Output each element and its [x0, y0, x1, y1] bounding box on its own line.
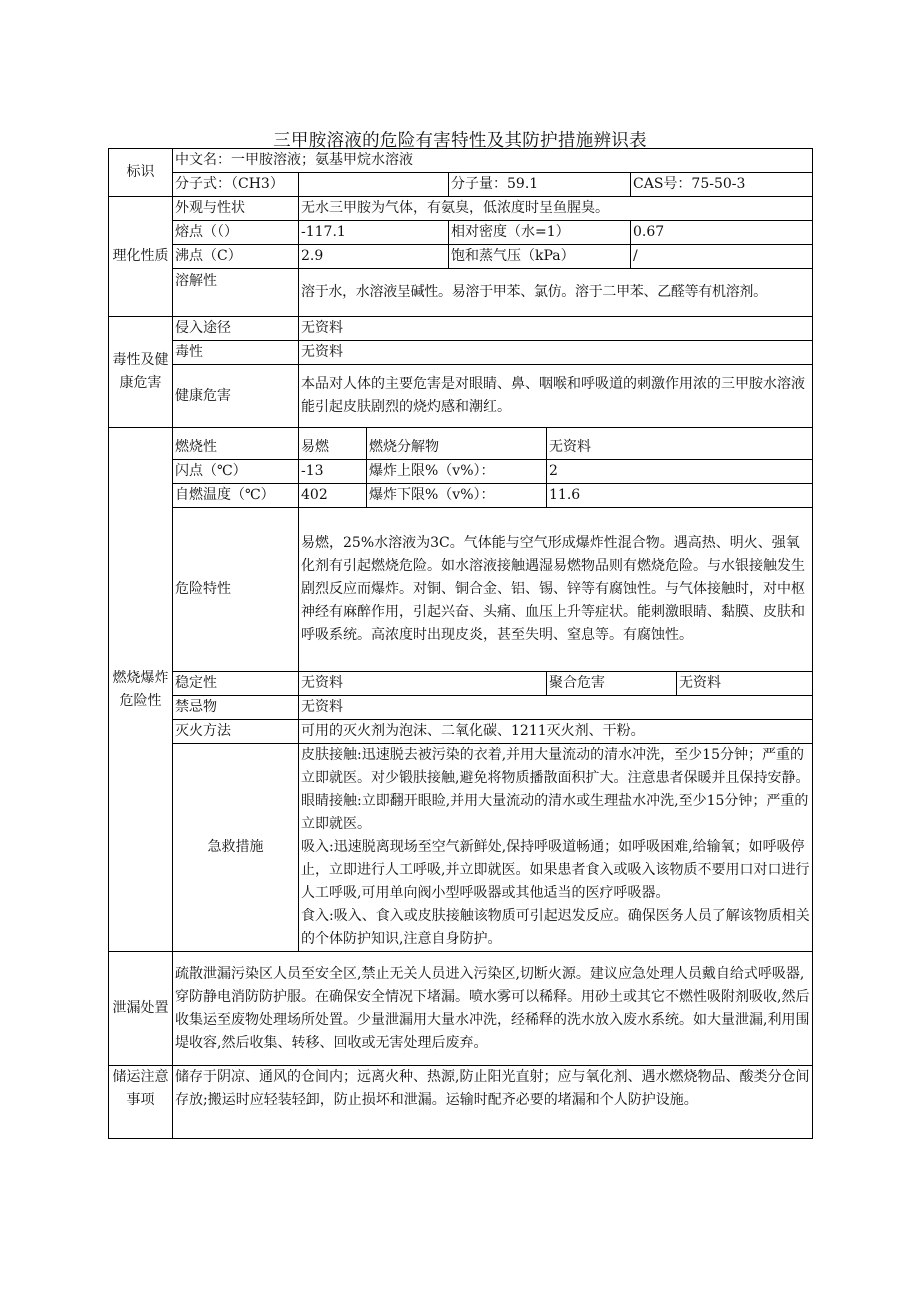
route-label: 侵入途径	[173, 317, 299, 341]
molecular-weight: 分子量：59.1	[449, 173, 631, 197]
extinguish-label: 灭火方法	[173, 720, 299, 744]
chinese-name: 中文名：一甲胺溶液；氨基甲烷水溶液	[173, 149, 813, 173]
formula: 分子式：（CH3）	[173, 173, 299, 197]
vapor-pressure-value: /	[631, 245, 813, 269]
section-label-first-aid: 急救措施	[173, 744, 299, 952]
appearance-value: 无水三甲胺为气体，有氨臭，低浓度时呈鱼腥臭。	[299, 197, 813, 221]
appearance-label: 外观与性状	[173, 197, 299, 221]
page-title: 三甲胺溶液的危险有害特性及其防护措施辨识表	[273, 131, 647, 151]
incompatible-value: 无资料	[299, 696, 813, 720]
section-label-toxicity: 毒性及健康危害	[109, 317, 173, 428]
stability-value: 无资料	[299, 672, 547, 696]
first-aid-ingest: 食入:吸入、食入或皮肤接触该物质可引起迟发反应。确保医务人员了解该物质相关的个体防护知识,注意自身防护。	[301, 908, 810, 947]
section-label-fire: 燃烧爆炸危险性	[109, 428, 173, 952]
lower-explosive-label: 爆炸下限%（v%）：	[367, 484, 547, 508]
lower-explosive-value: 11.6	[547, 484, 813, 508]
solubility-value: 溶于水，水溶液呈碱性。易溶于甲苯、氯仿。溶于二甲苯、乙醛等有机溶剂。	[299, 269, 813, 317]
flammability-label: 燃烧性	[173, 428, 299, 460]
toxicity-label: 毒性	[173, 341, 299, 365]
route-value: 无资料	[299, 317, 813, 341]
storage-value: 储存于阴凉、通风的仓间内；远离火种、热源,防止阳光直射；应与氧化剂、遇水燃烧物品、酸类分仓间存放;搬运时应轻装轻卸，防止损坏和泄漏。运输时配齐必要的堵漏和个人防护设施。	[173, 1066, 813, 1139]
polymerization-value: 无资料	[677, 672, 813, 696]
flammability-value: 易燃	[299, 428, 367, 460]
first-aid-content	[299, 744, 813, 952]
extinguish-value: 可用的灭火剂为泡沫、二氧化碳、1211灭火剂、干粉。	[299, 720, 813, 744]
melting-point-label: 熔点（（）	[173, 221, 299, 245]
boiling-point-value: 2.9	[299, 245, 449, 269]
toxicity-value: 无资料	[299, 341, 813, 365]
decomposition-value: 无资料	[547, 428, 813, 460]
section-label-storage: 储运注意事项	[109, 1066, 173, 1139]
boiling-point-label: 沸点（C）	[173, 245, 299, 269]
density-value: 0.67	[631, 221, 813, 245]
autoignition-label: 自燃温度（℃）	[173, 484, 299, 508]
first-aid-skin: 皮肤接触:迅速脱去被污染的衣着,并用大量流动的清水冲洗，至少15分钟；严重的立即就医。对少锻肤接触,避免将物质播散面积扩大。注意患者保暖并且保持安静。	[301, 747, 810, 786]
stability-label: 稳定性	[173, 672, 299, 696]
melting-point-value: -117.1	[299, 221, 449, 245]
leak-handling-value: 疏散泄漏污染区人员至安全区,禁止无关人员进入污染区,切断火源。建议应急处理人员戴自给式呼吸器,穿防静电消防防护服。在确保安全情况下堵漏。喷水雾可以稀释。用砂土或其它不燃性吸附剂吸收,然后收集运至废物处理场所处置。少量泄漏用大量水冲洗，经稀释的洗水放入废水系统。如大量泄漏,利用围堤收容,然后收集、转移、回收或无害处理后废弃。	[173, 952, 813, 1066]
health-hazard-label: 健康危害	[173, 365, 299, 428]
first-aid-eye: 眼睛接触:立即翻开眼睑,并用大量流动的清水或生理盐水冲洗,至少15分钟；严重的立即就医。	[301, 793, 809, 832]
hazard-characteristics-label: 危险特性	[173, 508, 299, 672]
upper-explosive-value: 2	[547, 460, 813, 484]
first-aid-inhale: 吸入:迅速脱离现场至空气新鲜处,保持呼吸道畅通；如呼吸困难,给输氧；如呼吸停止，立即进行人工呼吸,并立即就医。如果患者食入或吸入该物质不要用口对口进行人工呼吸,可用单向阀小型呼吸器或其他适当的医疗呼吸器。	[301, 839, 810, 901]
autoignition-value: 402	[299, 484, 367, 508]
flash-point-value: -13	[299, 460, 367, 484]
hazard-characteristics-value: 易燃，25%水溶液为3C。气体能与空气形成爆炸性混合物。遇高热、明火、强氧化剂有引起燃烧危险。如水溶液接触遇湿易燃物品则有燃烧危险。与水银接触发生剧烈反应而爆炸。对铜、铜合金、铝、锡、锌等有腐蚀性。与气体接触时，对中枢神经有麻醉作用，引起兴奋、头痛、血压上升等症状。能刺激眼睛、黏膜、皮肤和呼吸系统。高浓度时出现皮炎，甚至失明、窒息等。有腐蚀性。	[299, 508, 813, 672]
decomposition-label: 燃烧分解物	[367, 428, 547, 460]
cas-number: CAS号：75-50-3	[631, 173, 813, 197]
section-label-physchem: 理化性质	[109, 197, 173, 317]
formula-blank	[299, 173, 449, 197]
flash-point-label: 闪点（℃）	[173, 460, 299, 484]
upper-explosive-label: 爆炸上限%（v%）：	[367, 460, 547, 484]
polymerization-label: 聚合危害	[547, 672, 677, 696]
incompatible-label: 禁忌物	[173, 696, 299, 720]
density-label: 相对密度（水=1）	[449, 221, 631, 245]
vapor-pressure-label: 饱和蒸气压（kPa）	[449, 245, 631, 269]
section-label-identification: 标识	[109, 149, 173, 197]
solubility-label: 溶解性	[173, 269, 299, 317]
hazard-table	[108, 148, 813, 1139]
health-hazard-value: 本品对人体的主要危害是对眼睛、鼻、咽喉和呼吸道的刺激作用浓的三甲胺水溶液能引起皮肤剧烈的烧灼感和潮红。	[299, 365, 813, 428]
section-label-leak: 泄漏处置	[109, 952, 173, 1066]
